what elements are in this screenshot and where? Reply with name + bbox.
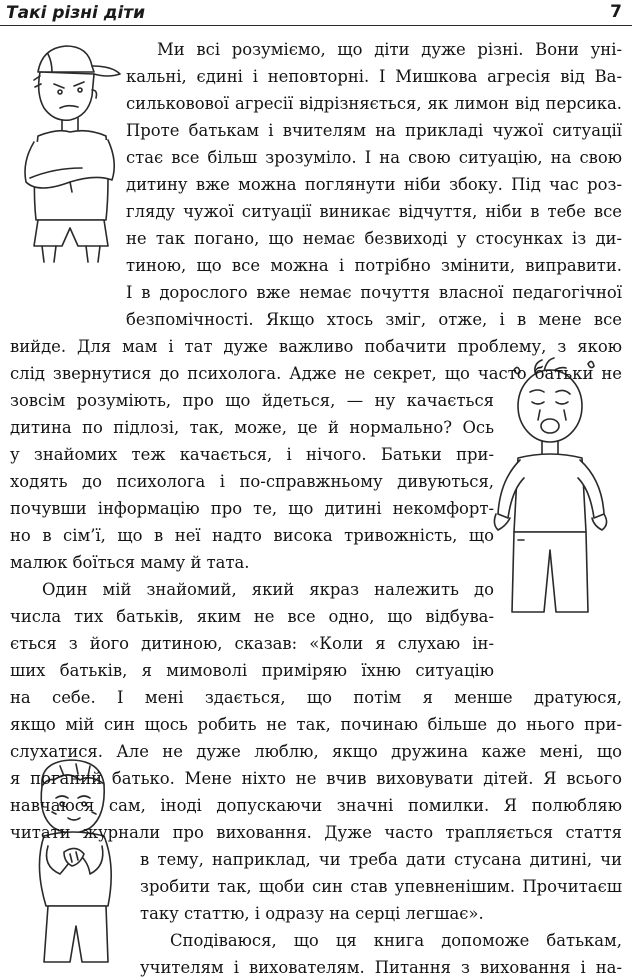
text-line: Один мій знайомий, який якраз належить до bbox=[42, 580, 494, 599]
page-number: 7 bbox=[610, 2, 622, 22]
text-line: не так погано, що немає безвиході у стосунках із ди- bbox=[126, 229, 622, 248]
page-header bbox=[0, 0, 632, 26]
text-line: Ми всі розуміємо, що діти дуже різні. Вони уні- bbox=[157, 40, 622, 59]
text-line: вийде. Для мам і тат дуже важливо побачити проблему, з якою bbox=[10, 337, 622, 356]
running-title: Такі різні діти bbox=[6, 3, 146, 23]
text-line: дитина по підлозі, так, може, це й нормально? Ось bbox=[10, 418, 494, 437]
boy-with-cap-illustration bbox=[8, 32, 130, 264]
text-line: почувши інформацію про те, що дитині некомфорт- bbox=[10, 499, 494, 518]
text-line: ходять до психолога і по-справжньому дивуються, bbox=[10, 472, 494, 491]
text-line: в тему, наприклад, чи треба дати стусана дитині, чи bbox=[140, 850, 622, 869]
text-line: у знайомих теж качається, і нічого. Батьки при- bbox=[10, 445, 494, 464]
crying-boy-illustration bbox=[484, 354, 624, 616]
text-line: таку статтю, і одразу на серці легшає». bbox=[140, 904, 484, 923]
text-line: гляду чужої ситуації виникає відчуття, ніби в тебе все bbox=[126, 202, 622, 221]
text-line: но в сім’ї, що в неї надто висока тривожність, що bbox=[10, 526, 494, 545]
text-line: числа тих батьків, яким не все одно, що відбува- bbox=[10, 607, 494, 626]
text-line: слід звернутися до психолога. Адже не секрет, що часто батьки не bbox=[10, 364, 622, 383]
text-line: Проте батькам і вчителям на прикладі чужої ситуації bbox=[126, 121, 622, 140]
text-line: я поганий батько. Мене ніхто не вчив виховувати дітей. Я всього bbox=[10, 769, 622, 788]
text-line: дитину вже можна поглянути ніби збоку. Під час роз- bbox=[126, 175, 622, 194]
text-line: зробити так, щоби син став упевненішим. Прочитаєш bbox=[140, 877, 622, 896]
text-line: І в дорослого вже немає почуття власної педагогічної bbox=[126, 283, 622, 302]
text-line: ших батьків, я мимоволі приміряю їхню ситуацію bbox=[10, 661, 494, 680]
text-line: навчаюся сам, іноді допускаючи значні помилки. Я полюбляю bbox=[10, 796, 622, 815]
text-line: зовсім розуміють, про що йдеться, — ну качається bbox=[10, 391, 494, 410]
text-line: учителям і вихователям. Питання з виховання і на- bbox=[140, 958, 622, 977]
text-line: малюк боїться маму й тата. bbox=[10, 553, 250, 572]
text-line: ється з його дитиною, сказав: «Коли я слухаю ін- bbox=[10, 634, 494, 653]
text-line: тиною, що все можна і потрібно змінити, виправити. bbox=[126, 256, 622, 275]
text-line: Сподіваюся, що ця книга допоможе батькам, bbox=[170, 931, 622, 950]
text-line: безпомічності. Якщо хтось зміг, отже, і в мене все bbox=[126, 310, 622, 329]
text-line: сильковової агресії відрізняється, як лимон від персика. bbox=[126, 94, 622, 113]
text-line: якщо мій син щось робить не так, починаю більше до нього при- bbox=[10, 715, 622, 734]
text-line: читати журнали про виховання. Дуже часто трапляється стаття bbox=[10, 823, 622, 842]
text-line: на себе. І мені здається, що потім я менше дратуюся, bbox=[10, 688, 622, 707]
text-line: стає все більш зрозуміло. І на свою ситуацію, на свою bbox=[126, 148, 622, 167]
text-line: слухатися. Але не дуже люблю, якщо дружина каже мені, що bbox=[10, 742, 622, 761]
text-line: кальні, єдині і неповторні. І Мишкова агресія від Ва- bbox=[126, 67, 622, 86]
